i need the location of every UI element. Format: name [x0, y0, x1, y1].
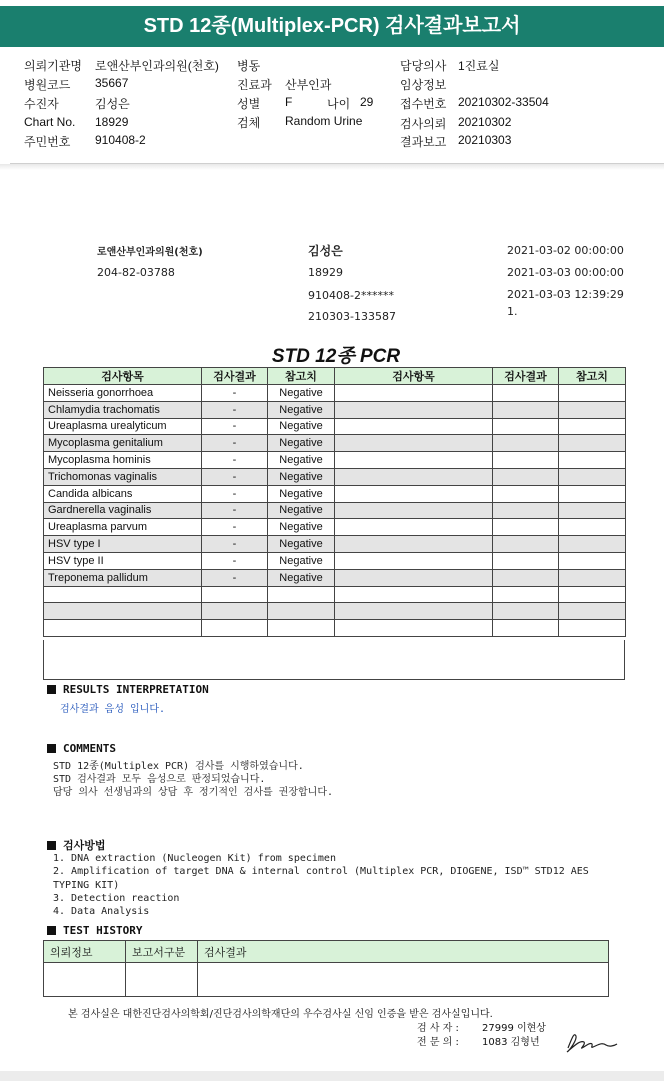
- table-cell: [335, 552, 493, 569]
- table-cell: [202, 603, 268, 620]
- col-header: 검사결과: [202, 368, 268, 385]
- receipt-label: 접수번호: [400, 97, 447, 111]
- table-cell: [559, 418, 626, 435]
- table-row: [44, 502, 626, 519]
- table-cell: [493, 385, 559, 402]
- table-cell: HSV type II: [44, 552, 202, 569]
- history-heading: TEST HISTORY: [47, 924, 142, 937]
- table-cell: [493, 620, 559, 637]
- comment-line: 담당 의사 선생님과의 상담 후 정기적인 검사를 권장합니다.: [53, 787, 334, 798]
- tech-label: 검 사 자 :: [417, 1023, 459, 1034]
- table-cell: [335, 620, 493, 637]
- clinical-label: 임상정보: [400, 78, 447, 92]
- table-cell: Negative: [268, 401, 335, 418]
- table-cell: Negative: [268, 435, 335, 452]
- comment-line: STD 검사결과 모두 음성으로 판정되었습니다.: [53, 774, 266, 785]
- sub-sample-no: 210303-133587: [308, 310, 396, 323]
- rrn-label: 주민번호: [24, 135, 71, 149]
- table-cell: [493, 401, 559, 418]
- table-cell: -: [202, 401, 268, 418]
- table-cell: -: [202, 435, 268, 452]
- sub-rrn: 910408-2******: [308, 289, 394, 302]
- table-cell: [493, 586, 559, 603]
- table-cell: [493, 502, 559, 519]
- table-cell: [559, 603, 626, 620]
- table-cell: [335, 468, 493, 485]
- table-cell: [559, 401, 626, 418]
- table-row: [44, 452, 626, 469]
- table-cell: [559, 468, 626, 485]
- table-cell: [335, 603, 493, 620]
- square-bullet-icon: [47, 926, 56, 935]
- table-cell: [335, 502, 493, 519]
- receipt-value: 20210302-33504: [458, 95, 549, 109]
- table-row: [44, 620, 626, 637]
- result-date-label: 결과보고: [400, 135, 447, 149]
- table-cell: [335, 452, 493, 469]
- table-cell: Gardnerella vaginalis: [44, 502, 202, 519]
- table-cell: [493, 536, 559, 553]
- table-cell: Negative: [268, 536, 335, 553]
- table-cell: Negative: [268, 468, 335, 485]
- table-row: [44, 519, 626, 536]
- table-cell: -: [202, 569, 268, 586]
- table-cell: -: [202, 452, 268, 469]
- hospital-code-label: 병원코드: [24, 78, 71, 92]
- table-cell: -: [202, 536, 268, 553]
- table-cell: [202, 586, 268, 603]
- table-cell: Negative: [268, 485, 335, 502]
- col-header: 참고치: [268, 368, 335, 385]
- comment-line: STD 12종(Multiplex PCR) 검사를 시행하였습니다.: [53, 761, 304, 772]
- table-cell: [559, 536, 626, 553]
- table-cell: [335, 536, 493, 553]
- table-cell: [493, 603, 559, 620]
- patient-label: 수진자: [24, 97, 59, 111]
- table-cell: -: [202, 485, 268, 502]
- table-cell: [493, 452, 559, 469]
- table-cell: [493, 569, 559, 586]
- table-cell: [493, 435, 559, 452]
- specimen-label: 검체: [237, 116, 261, 130]
- table-cell: Negative: [268, 385, 335, 402]
- table-cell: [493, 552, 559, 569]
- table-cell: -: [202, 418, 268, 435]
- table-cell: [559, 385, 626, 402]
- table-row: [44, 435, 626, 452]
- table-cell: -: [202, 552, 268, 569]
- table-cell: [335, 569, 493, 586]
- square-bullet-icon: [47, 841, 56, 850]
- institution-label: 의뢰기관명: [24, 59, 82, 73]
- table-cell: Negative: [268, 569, 335, 586]
- sub-date2: 2021-03-03 00:00:00: [507, 266, 624, 279]
- table-cell: [268, 603, 335, 620]
- table-cell: -: [202, 468, 268, 485]
- table-cell: [268, 620, 335, 637]
- bottom-bar: [0, 1071, 664, 1081]
- col-header: 검사항목: [335, 368, 493, 385]
- table-cell: [493, 468, 559, 485]
- patient-value: 김성은: [95, 97, 130, 111]
- history-cell: [126, 963, 198, 997]
- table-row: [44, 468, 626, 485]
- table-row: [44, 536, 626, 553]
- method-line: 3. Detection reaction: [53, 893, 180, 904]
- sub-name: 김성은: [308, 244, 343, 258]
- table-cell: [559, 620, 626, 637]
- table-cell: Treponema pallidum: [44, 569, 202, 586]
- history-col-header: 검사결과: [198, 941, 609, 963]
- table-cell: -: [202, 385, 268, 402]
- signature-image: [562, 1024, 620, 1056]
- table-cell: Negative: [268, 502, 335, 519]
- table-cell: -: [202, 519, 268, 536]
- table-row: [44, 401, 626, 418]
- table-cell: [493, 519, 559, 536]
- sub-date1: 2021-03-02 00:00:00: [507, 244, 624, 257]
- rrn-value: 910408-2: [95, 133, 146, 147]
- col-header: 검사항목: [44, 368, 202, 385]
- table-cell: [559, 519, 626, 536]
- age-value: 29: [360, 95, 374, 109]
- request-label: 검사의뢰: [400, 117, 447, 131]
- table-cell: Mycoplasma hominis: [44, 452, 202, 469]
- history-col-header: 보고서구분: [126, 941, 198, 963]
- comments-heading: COMMENTS: [47, 742, 116, 755]
- method-line: 4. Data Analysis: [53, 906, 150, 917]
- results-heading: RESULTS INTERPRETATION: [47, 683, 209, 696]
- tech-value: 27999 이현상: [482, 1023, 546, 1034]
- table-cell: [559, 452, 626, 469]
- table-cell: Trichomonas vaginalis: [44, 468, 202, 485]
- table-cell: -: [202, 502, 268, 519]
- request-value: 20210302: [458, 115, 512, 129]
- history-cell: [44, 963, 126, 997]
- doctor-value: 1진료실: [458, 59, 500, 73]
- table-cell: Candida albicans: [44, 485, 202, 502]
- dept-label: 진료과: [237, 78, 272, 92]
- sex-label: 성별: [237, 97, 261, 111]
- table-row: [44, 586, 626, 603]
- table-cell: [559, 502, 626, 519]
- table-cell: [559, 485, 626, 502]
- sub-clinic: 로앤산부인과의원(천호): [97, 247, 203, 258]
- institution-value: 로앤산부인과의원(천호): [95, 59, 219, 73]
- table-cell: Ureaplasma parvum: [44, 519, 202, 536]
- table-cell: Neisseria gonorrhoea: [44, 385, 202, 402]
- history-table: [43, 940, 609, 997]
- table-cell: [335, 435, 493, 452]
- table-cell: [335, 385, 493, 402]
- method-line: 1. DNA extraction (Nucleogen Kit) from specimen: [53, 853, 336, 864]
- table-cell: Mycoplasma genitalium: [44, 435, 202, 452]
- table-cell: [335, 485, 493, 502]
- table-row: [44, 385, 626, 402]
- sub-date3-suffix: 1.: [507, 305, 518, 318]
- col-header: 참고치: [559, 368, 626, 385]
- table-cell: [44, 620, 202, 637]
- sub-chart: 18929: [308, 266, 343, 279]
- table-cell: Negative: [268, 452, 335, 469]
- hospital-code-value: 35667: [95, 76, 129, 90]
- table-cell: Negative: [268, 519, 335, 536]
- doctor-label: 담당의사: [400, 59, 447, 73]
- square-bullet-icon: [47, 685, 56, 694]
- sub-clinic-no: 204-82-03788: [97, 266, 175, 279]
- sex-value: F: [285, 95, 293, 109]
- table-cell: [335, 519, 493, 536]
- table-cell: [559, 435, 626, 452]
- table-cell: [335, 418, 493, 435]
- sub-date3: 2021-03-03 12:39:29: [507, 288, 624, 301]
- table-cell: [559, 569, 626, 586]
- table-cell: [335, 586, 493, 603]
- ward-label: 병동: [237, 59, 261, 73]
- table-row: [44, 485, 626, 502]
- table-cell: Ureaplasma urealyticum: [44, 418, 202, 435]
- test-title: STD 12종 PCR: [271, 346, 401, 367]
- age-label: 나이: [327, 97, 351, 111]
- table-row: [44, 552, 626, 569]
- chart-label: Chart No.: [24, 115, 76, 129]
- table-cell: [44, 586, 202, 603]
- table-cell: HSV type I: [44, 536, 202, 553]
- method-heading: 검사방법: [47, 837, 106, 853]
- header-shadow: [0, 164, 664, 170]
- table-cell: [335, 401, 493, 418]
- specimen-value: Random Urine: [285, 114, 363, 128]
- table-cell: [493, 485, 559, 502]
- specialist-value: 1083 김형년: [482, 1037, 540, 1048]
- certification-text: 본 검사실은 대한진단검사의학회/진단검사의학재단의 우수검사실 신임 인증을 받은 검사실입니다.: [68, 1009, 493, 1020]
- table-cell: [493, 418, 559, 435]
- table-cell: [202, 620, 268, 637]
- table-cell: Negative: [268, 418, 335, 435]
- table-row: [44, 418, 626, 435]
- table-row: [44, 569, 626, 586]
- table-cell: Chlamydia trachomatis: [44, 401, 202, 418]
- specialist-label: 전 문 의 :: [417, 1037, 459, 1048]
- table-cell: [559, 552, 626, 569]
- col-header: 검사결과: [493, 368, 559, 385]
- method-line: 2. Amplification of target DNA & internal control (Multiplex PCR, DIOGENE, ISD™ STD12 AES: [53, 866, 589, 877]
- history-cell: [198, 963, 609, 997]
- chart-value: 18929: [95, 115, 129, 129]
- results-text: 검사결과 음성 입니다.: [60, 704, 166, 715]
- report-title: STD 12종(Multiplex-PCR) 검사결과보고서: [0, 6, 664, 47]
- table-cell: Negative: [268, 552, 335, 569]
- results-table-blank: [43, 640, 625, 680]
- result-date-value: 20210303: [458, 133, 512, 147]
- square-bullet-icon: [47, 744, 56, 753]
- dept-value: 산부인과: [285, 78, 332, 92]
- table-cell: [559, 586, 626, 603]
- table-row: [44, 603, 626, 620]
- method-line: TYPING KIT): [53, 880, 120, 891]
- history-col-header: 의뢰정보: [44, 941, 126, 963]
- table-cell: [44, 603, 202, 620]
- results-table: [43, 367, 626, 637]
- table-cell: [268, 586, 335, 603]
